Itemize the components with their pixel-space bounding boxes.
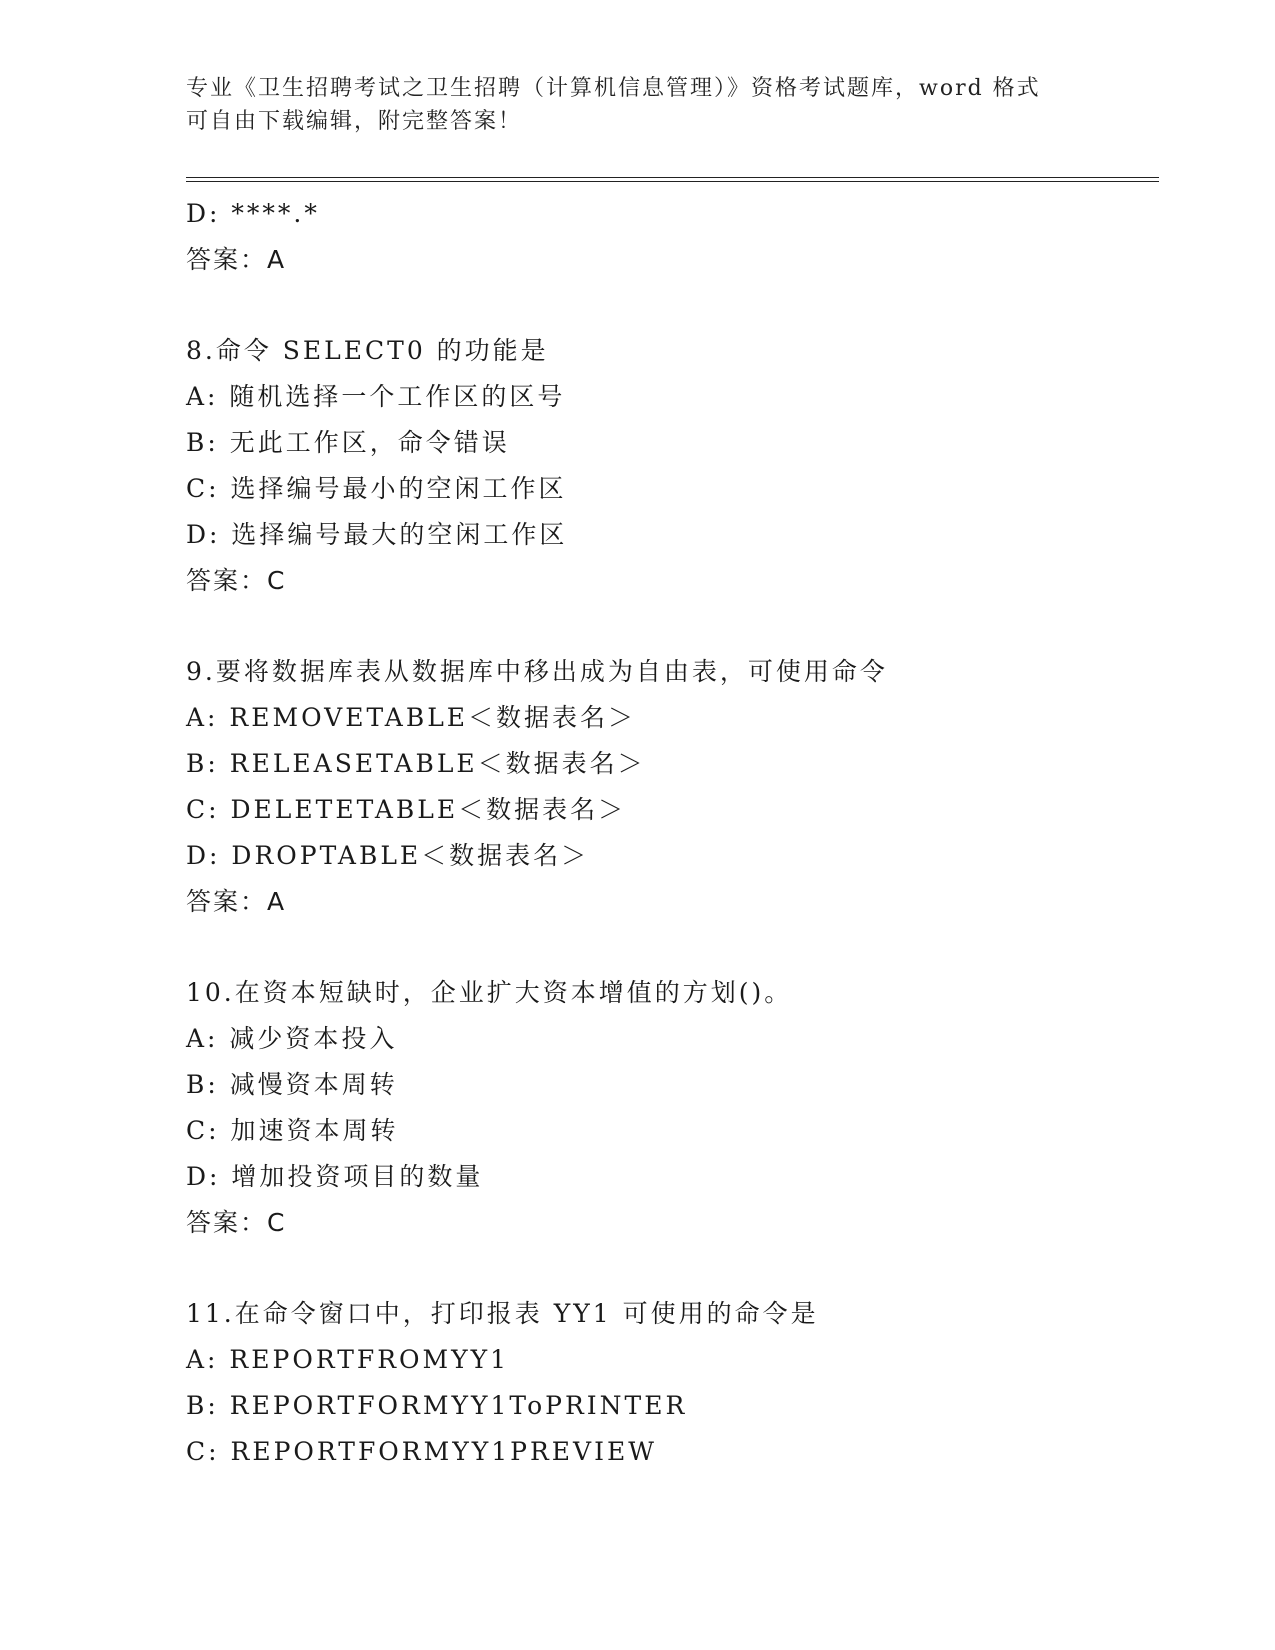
option-a: A: 随机选择一个工作区的区号 <box>186 382 566 411</box>
answer-line: 答案：C <box>186 566 287 595</box>
option-d: D: DROPTABLE＜数据表名＞ <box>186 841 590 870</box>
header-divider <box>186 177 1159 182</box>
option-c: C: DELETETABLE＜数据表名＞ <box>186 795 627 824</box>
question-stem: 9.要将数据库表从数据库中移出成为自由表，可使用命令 <box>186 657 888 686</box>
option-b: B: 减慢资本周转 <box>186 1070 398 1099</box>
option-a: A: 减少资本投入 <box>186 1024 398 1053</box>
option-a: A: REMOVETABLE＜数据表名＞ <box>186 703 637 732</box>
document-header <box>186 72 1086 138</box>
option-c: C: REPORTFORMYY1PREVIEW <box>186 1437 657 1466</box>
question-stem: 8.命令 SELECT0 的功能是 <box>186 336 549 365</box>
header-line-2: 可自由下载编辑，附完整答案！ <box>186 109 523 134</box>
question-list <box>186 191 1166 1475</box>
option-b: B: REPORTFORMYY1ToPRINTER <box>186 1391 688 1420</box>
answer-line: 答案：A <box>186 887 287 916</box>
option-d: D: ****.* <box>186 199 320 228</box>
option-d: D: 增加投资项目的数量 <box>186 1162 484 1191</box>
option-d: D: 选择编号最大的空闲工作区 <box>186 520 568 549</box>
header-line-1: 专业《卫生招聘考试之卫生招聘（计算机信息管理）》资格考试题库，word 格式 <box>186 76 1041 101</box>
option-b: B: RELEASETABLE＜数据表名＞ <box>186 749 646 778</box>
option-c: C: 加速资本周转 <box>186 1116 399 1145</box>
question-stem: 11.在命令窗口中，打印报表 YY1 可使用的命令是 <box>186 1299 819 1328</box>
answer-line: 答案：C <box>186 1208 287 1237</box>
option-a: A: REPORTFROMYY1 <box>186 1345 510 1374</box>
answer-line: 答案：A <box>186 245 287 274</box>
option-b: B: 无此工作区，命令错误 <box>186 428 510 457</box>
option-c: C: 选择编号最小的空闲工作区 <box>186 474 567 503</box>
question-stem: 10.在资本短缺时，企业扩大资本增值的方划()。 <box>186 978 793 1007</box>
